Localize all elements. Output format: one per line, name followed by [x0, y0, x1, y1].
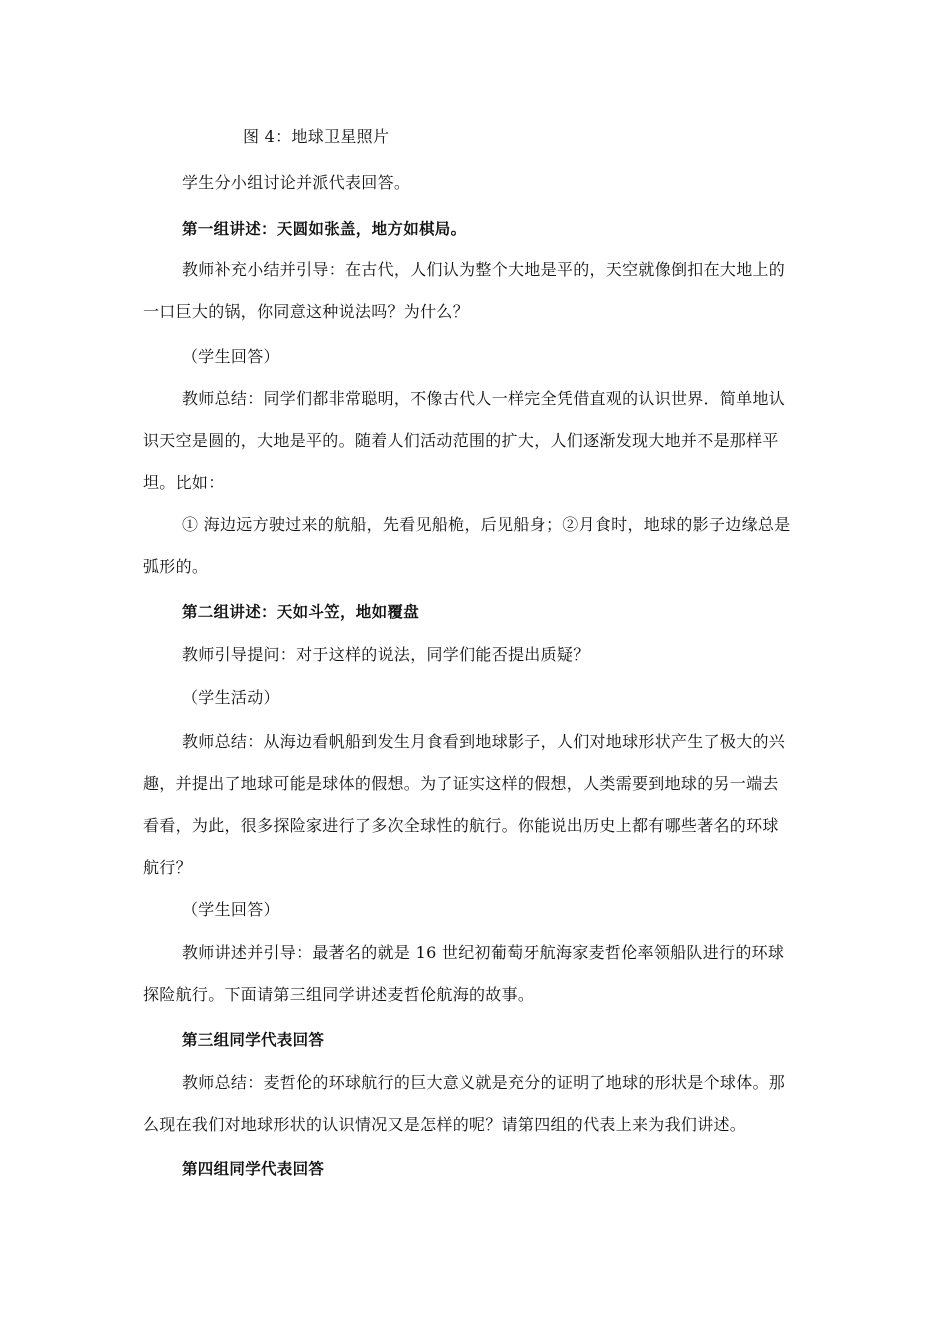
paragraph-teacher3-line1: 教师讲述并引导：最著名的就是 16 世纪初葡萄牙航海家麦哲伦率领船队进行的环球: [182, 943, 785, 962]
paragraph-discuss: 学生分小组讨论并派代表回答。: [182, 173, 411, 192]
paragraph-summary1-line1: 教师总结：同学们都非常聪明，不像古代人一样完全凭借直观的认识世界．简单地认: [182, 389, 786, 408]
group4-heading: 第四组同学代表回答: [182, 1160, 325, 1178]
paragraph-summary2-line3: 看看，为此，很多探险家进行了多次全球性的航行。你能说出历史上都有哪些著名的环球: [143, 816, 779, 835]
group3-heading: 第三组同学代表回答: [182, 1031, 325, 1049]
student-activity: （学生活动）: [182, 688, 280, 707]
paragraph-summary2-line2: 趣，并提出了地球可能是球体的假想。为了证实这样的假想，人类需要到地球的另一端去: [143, 774, 779, 793]
student-answer-2: （学生回答）: [182, 900, 280, 919]
paragraph-teacher1-line2: 一口巨大的锅，你同意这种说法吗？为什么？: [143, 302, 470, 321]
paragraph-summary1-line2: 识天空是圆的，大地是平的。随着人们活动范围的扩大，人们逐渐发现大地并不是那样平: [143, 431, 779, 450]
paragraph-teacher3-line2: 探险航行。下面请第三组同学讲述麦哲伦航海的故事。: [143, 985, 535, 1004]
paragraph-summary1-line3: 坦。比如：: [143, 473, 225, 492]
paragraph-summary3-line1: 教师总结：麦哲伦的环球航行的巨大意义就是充分的证明了地球的形状是个球体。那: [182, 1073, 786, 1092]
group2-heading: 第二组讲述：天如斗笠，地如覆盘: [182, 603, 420, 621]
paragraph-example-line2: 弧形的。: [143, 557, 209, 576]
student-answer-1: （学生回答）: [182, 347, 280, 366]
paragraph-summary3-line2: 么现在我们对地球形状的认识情况又是怎样的呢？请第四组的代表上来为我们讲述。: [143, 1115, 747, 1134]
paragraph-teacher1-line1: 教师补充小结并引导：在古代，人们认为整个大地是平的，天空就像倒扣在大地上的: [182, 260, 786, 279]
group1-heading: 第一组讲述：天圆如张盖，地方如棋局。: [182, 220, 467, 238]
paragraph-teacher2: 教师引导提问：对于这样的说法，同学们能否提出质疑？: [182, 645, 590, 664]
paragraph-example-line1: ① 海边远方驶过来的航船，先看见船桅，后见船身；②月食时，地球的影子边缘总是: [182, 515, 791, 534]
figure-caption: 图 4：地球卫星照片: [243, 127, 390, 146]
paragraph-summary2-line1: 教师总结：从海边看帆船到发生月食看到地球影子，人们对地球形状产生了极大的兴: [182, 732, 786, 751]
paragraph-summary2-line4: 航行？: [143, 858, 192, 877]
